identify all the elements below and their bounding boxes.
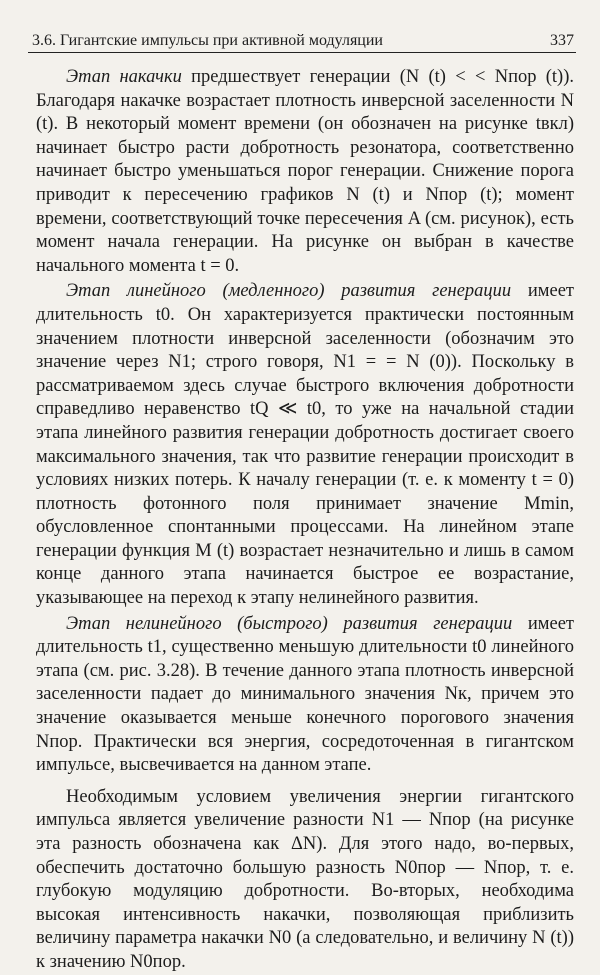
- paragraph-pumping-stage: [36, 66, 574, 278]
- paragraph-nonlinear-stage: [36, 613, 574, 778]
- paragraph-text: Необходимым условием увеличения энергии гигантского импульса является увеличение разности N1 — Nпор (на рисунке эта разность обозначена как ΔN). Для этого надо, во-первых, обеспечить достаточно большую разность N0пор — Nпор, т. е. глубокую модуляцию добротности. Во-вторых, необходима высокая интенсивность накачки, позволяющая приблизить величину параметра накачки N0 (а следовательно, и величину N (t)) к значению N0пор.: [36, 786, 574, 972]
- paragraph-lead: Этап накачки: [66, 67, 182, 87]
- paragraph-linear-stage: [36, 280, 574, 610]
- section-title: 3.6. Гигантские импульсы при активной модуляции: [32, 32, 383, 49]
- paragraph-lead: Этап линейного (медленного) развития генерации: [66, 281, 512, 302]
- body-text: [36, 66, 574, 975]
- paragraph-text: имеет длительность t1, существенно меньшую длительности t0 линейного этапа (см. рис. 3.28). В течение данного этапа плотность инверсной заселенности падает до минимального значения Nк, причем это значение оказывается меньше конечного порогового значения Nпор. Практически вся энергия, сосредоточенная в гигантском импульсе, высвечивается на данном этапе.: [36, 613, 574, 776]
- paragraph-energy-conditions: [36, 786, 574, 975]
- paragraph-text: имеет длительность t0. Он характеризуется практически постоянным значением плотности инверсной заселенности (обозначим это значение через N1; строго говоря, N1 = = N (0)). Поскольку в рассматриваемом здесь случае быстрого включения добротности справедливо неравенство tQ ≪ t0, то уже на начальной стадии этапа линейного развития генерации добротность достигает своего максимального значения, так что развитие генерации происходит в условиях низких потерь. К началу генерации (т. е. к моменту t = 0) плотность фотонного поля принимает значение Mmin, обусловленное спонтанными процессами. На линейном этапе генерации функция M (t) возрастает незначительно и лишь в самом конце данного этапа начинается быстрое ее возрастание, указывающее на переход к этапу нелинейного развития.: [36, 281, 575, 609]
- running-header: [28, 30, 576, 53]
- paragraph-text: предшествует генерации (N (t) < < Nпор (t)). Благодаря накачке возрастает плотность инверсной заселенности N (t). В некоторый момент времени (он обозначен на рисунке tвкл) начинает быстро расти добротность резонатора, соответственно начинает быстро уменьшаться порог генерации. Снижение порога приводит к пересечению графиков N (t) и Nпор (t); момент времени, соответствующий точке пересечения A (см. рисунок), есть момент начала генерации. На рисунке он выбран в качестве начального момента t = 0.: [36, 67, 574, 276]
- paragraph-lead: Этап нелинейного (быстрого) развития генерации: [66, 613, 513, 634]
- page-number: 337: [550, 32, 574, 49]
